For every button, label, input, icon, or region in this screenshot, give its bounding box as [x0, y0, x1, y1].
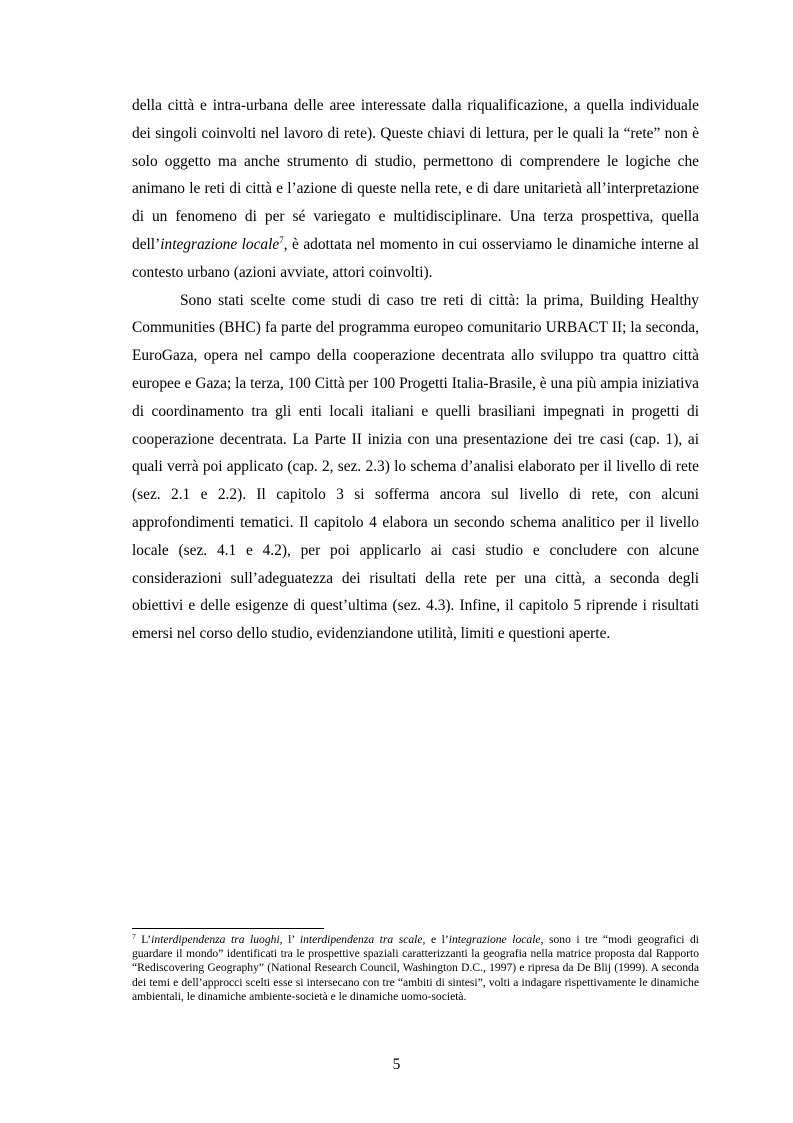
footnote-term-1: interdipendenza tra luoghi [151, 933, 280, 946]
footnote-text: L’ [135, 933, 152, 946]
page-number: 5 [392, 1056, 401, 1073]
footnote-term-2: interdipendenza tra scale [299, 933, 423, 946]
paragraph-2: Sono stati scelte come studi di caso tre reti di città: la prima, Building Healthy Communities (BHC) fa parte del programma europeo comunitario URBACT II; la seconda, EuroGaza, opera nel campo della cooperazione decentrata allo sviluppo tra quattro città europee e Gaza; la terza, 100 Città per 100 Progetti Italia-Brasile, è una più ampia iniziativa di coordinamento tra gli enti locali italiani e quelli brasiliani impegnati in progetti di cooperazione decentrata. La Parte II inizia con una presentazione dei tre casi (cap. 1), ai quali verrà poi applicato (cap. 2, sez. 2.3) lo schema d’analisi elaborato per il livello di rete (sez. 2.1 e 2.2). Il capitolo 3 si sofferma ancora sul livello di rete, con alcuni approfondimenti tematici. Il capitolo 4 elabora un secondo schema analitico per il livello locale (sez. 4.1 e 4.2), per poi applicarlo ai casi studio e concludere con alcune considerazioni sull’adeguatezza dei risultati della rete per una città, a seconda degli obiettivi e delle esigenze di quest’ultima (sez. 4.3). Infine, il capitolo 5 riprende i risultati emersi nel corso dello studio, evidenziandone utilità, limiti e questioni aperte. [132, 291, 699, 643]
footnote-separator-text-2: , e l’ [422, 933, 449, 946]
footnote-reference[interactable]: 7 [279, 234, 284, 245]
footnote-term-3: integrazione locale [448, 933, 541, 946]
footnote-separator [132, 928, 324, 929]
italic-term-integrazione-locale: integrazione locale [160, 235, 280, 253]
footnote-separator-text-1: , l’ [279, 933, 300, 946]
footnote-7 [132, 933, 699, 1004]
paragraph-1-text-continued: , è adottata nel momento in cui osserviamo le dinamiche interne al contesto urbano (azioni avviate, attori coinvolti). [132, 235, 699, 281]
footnote-text-rest: , sono i tre “modi geografici di guardare il mondo” identificati tra le prospettive spaziali caratterizzanti la geografia nella matrice proposta dal Rapporto “Rediscovering Geography” (National Research Council, Washington D.C., 1997) e ripresa da De Blij (1999). A seconda dei temi e dell’approcci scelti esse si intersecano con tre “ambiti di sintesi”, volti a indagare rispettivamente le dinamiche ambientali, le dinamiche ambiente-società e le dinamiche uomo-società. [132, 933, 699, 1003]
body-text [132, 92, 699, 648]
paragraph-1-text: della città e intra-urbana delle aree interessate dalla riqualificazione, a quella individuale dei singoli coinvolti nel lavoro di rete). Queste chiavi di lettura, per le quali la “rete” non è solo oggetto ma anche strumento di studio, permettono di comprendere le logiche che animano le reti di città e l’azione di queste nella rete, e di dare unitarietà all’interpretazione di un fenomeno di per sé variegato e multidisciplinare. Una terza prospettiva, quella dell’ [132, 97, 699, 253]
footnote-number: 7 [132, 932, 136, 941]
paragraph-1 [132, 92, 699, 287]
